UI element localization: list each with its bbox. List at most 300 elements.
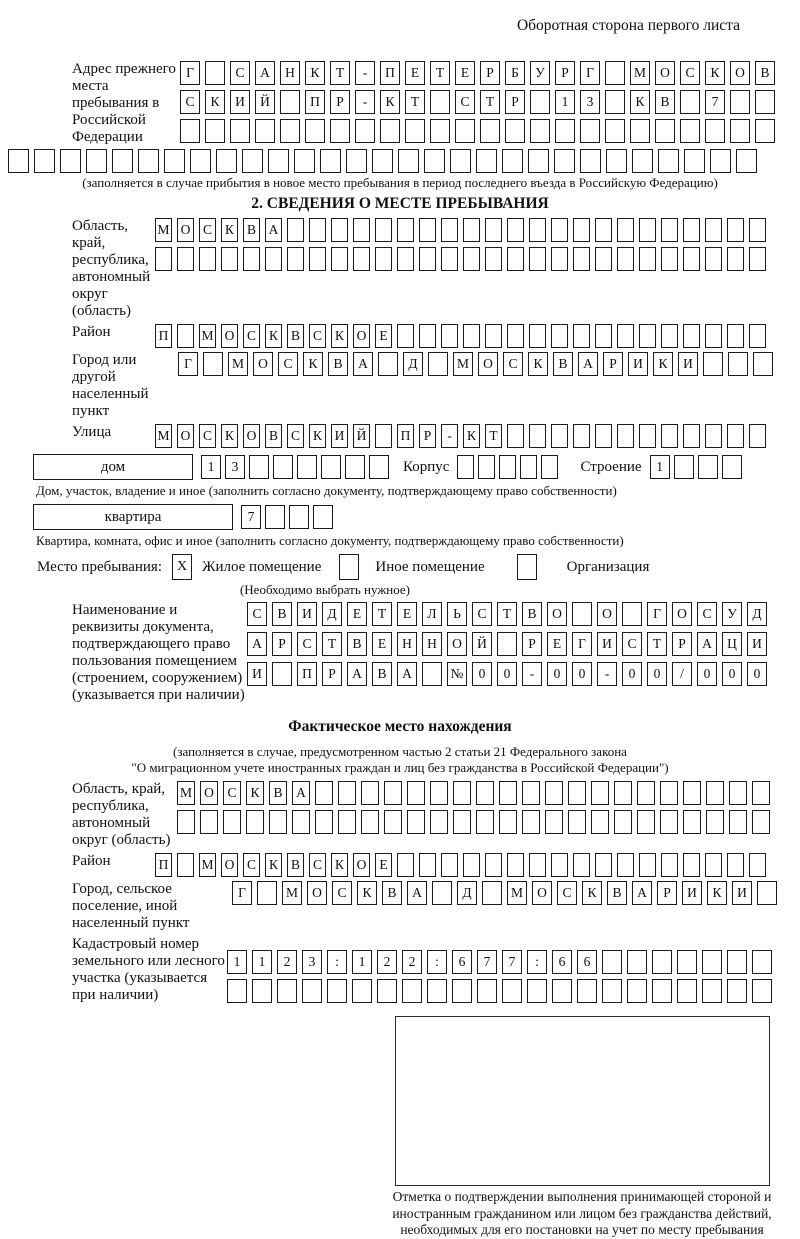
char-cell[interactable] xyxy=(309,218,326,242)
char-cell[interactable] xyxy=(378,352,398,376)
char-cell[interactable]: В xyxy=(287,324,304,348)
char-cell[interactable]: В xyxy=(382,881,402,905)
char-cell[interactable]: 3 xyxy=(225,455,245,479)
char-cell[interactable] xyxy=(361,810,379,834)
char-cell[interactable] xyxy=(595,424,612,448)
char-cell[interactable] xyxy=(505,119,525,143)
checkbox-residential[interactable]: X xyxy=(172,554,192,580)
char-cell[interactable] xyxy=(680,119,700,143)
char-cell[interactable] xyxy=(752,810,770,834)
char-cell[interactable]: 2 xyxy=(377,950,397,974)
char-cell[interactable] xyxy=(397,247,414,271)
char-cell[interactable]: И xyxy=(678,352,698,376)
char-cell[interactable] xyxy=(427,979,447,1003)
char-cell[interactable] xyxy=(361,781,379,805)
char-cell[interactable]: К xyxy=(463,424,480,448)
char-cell[interactable] xyxy=(660,810,678,834)
char-cell[interactable] xyxy=(430,90,450,114)
char-cell[interactable] xyxy=(419,247,436,271)
char-cell[interactable] xyxy=(138,149,159,173)
char-cell[interactable] xyxy=(321,455,341,479)
char-cell[interactable] xyxy=(551,247,568,271)
char-cell[interactable]: Г xyxy=(647,602,667,626)
char-cell[interactable] xyxy=(728,352,748,376)
char-cell[interactable]: Н xyxy=(280,61,300,85)
char-cell[interactable]: К xyxy=(309,424,326,448)
char-cell[interactable]: : xyxy=(527,950,547,974)
char-cell[interactable]: А xyxy=(265,218,282,242)
char-cell[interactable] xyxy=(661,218,678,242)
char-cell[interactable]: Е xyxy=(347,602,367,626)
char-cell[interactable]: К xyxy=(331,324,348,348)
char-cell[interactable] xyxy=(727,424,744,448)
char-cell[interactable] xyxy=(573,218,590,242)
char-cell[interactable]: П xyxy=(305,90,325,114)
char-cell[interactable] xyxy=(86,149,107,173)
char-cell[interactable] xyxy=(580,119,600,143)
char-cell[interactable] xyxy=(432,881,452,905)
char-cell[interactable] xyxy=(255,119,275,143)
char-cell[interactable] xyxy=(507,218,524,242)
char-cell[interactable] xyxy=(380,119,400,143)
char-cell[interactable]: С xyxy=(243,853,260,877)
char-cell[interactable] xyxy=(677,979,697,1003)
char-cell[interactable]: В xyxy=(553,352,573,376)
char-cell[interactable]: О xyxy=(655,61,675,85)
char-cell[interactable] xyxy=(639,324,656,348)
char-cell[interactable] xyxy=(216,149,237,173)
char-cell[interactable] xyxy=(499,455,516,479)
char-cell[interactable] xyxy=(727,324,744,348)
char-cell[interactable]: 6 xyxy=(452,950,472,974)
char-cell[interactable]: С xyxy=(622,632,642,656)
char-cell[interactable] xyxy=(683,781,701,805)
char-cell[interactable] xyxy=(614,810,632,834)
char-cell[interactable] xyxy=(112,149,133,173)
char-cell[interactable]: 0 xyxy=(747,662,767,686)
char-cell[interactable]: О xyxy=(478,352,498,376)
char-cell[interactable]: Н xyxy=(422,632,442,656)
char-cell[interactable] xyxy=(727,218,744,242)
char-cell[interactable] xyxy=(580,149,601,173)
char-cell[interactable] xyxy=(441,247,458,271)
char-cell[interactable] xyxy=(180,119,200,143)
char-cell[interactable]: 7 xyxy=(241,505,261,529)
char-cell[interactable]: С xyxy=(503,352,523,376)
char-cell[interactable] xyxy=(591,810,609,834)
char-cell[interactable]: С xyxy=(455,90,475,114)
char-cell[interactable] xyxy=(424,149,445,173)
char-cell[interactable]: А xyxy=(255,61,275,85)
char-cell[interactable] xyxy=(551,424,568,448)
char-cell[interactable]: М xyxy=(282,881,302,905)
char-cell[interactable]: С xyxy=(230,61,250,85)
char-cell[interactable]: 1 xyxy=(201,455,221,479)
char-cell[interactable] xyxy=(595,218,612,242)
char-cell[interactable]: В xyxy=(287,853,304,877)
char-cell[interactable]: Д xyxy=(747,602,767,626)
char-cell[interactable] xyxy=(573,324,590,348)
char-cell[interactable]: С xyxy=(278,352,298,376)
char-cell[interactable] xyxy=(727,979,747,1003)
char-cell[interactable] xyxy=(617,853,634,877)
char-cell[interactable]: А xyxy=(578,352,598,376)
char-cell[interactable]: 7 xyxy=(477,950,497,974)
char-cell[interactable]: А xyxy=(397,662,417,686)
char-cell[interactable] xyxy=(507,424,524,448)
char-cell[interactable]: Л xyxy=(422,602,442,626)
char-cell[interactable] xyxy=(630,119,650,143)
char-cell[interactable] xyxy=(297,455,317,479)
char-cell[interactable] xyxy=(710,149,731,173)
char-cell[interactable] xyxy=(476,810,494,834)
char-cell[interactable]: 0 xyxy=(722,662,742,686)
char-cell[interactable] xyxy=(243,247,260,271)
char-cell[interactable]: П xyxy=(155,324,172,348)
char-cell[interactable]: К xyxy=(221,424,238,448)
char-cell[interactable] xyxy=(353,218,370,242)
char-cell[interactable] xyxy=(602,979,622,1003)
char-cell[interactable] xyxy=(313,505,333,529)
char-cell[interactable] xyxy=(199,247,216,271)
char-cell[interactable]: Р xyxy=(657,881,677,905)
char-cell[interactable]: Г xyxy=(178,352,198,376)
char-cell[interactable] xyxy=(419,324,436,348)
char-cell[interactable]: В xyxy=(328,352,348,376)
char-cell[interactable] xyxy=(287,247,304,271)
char-cell[interactable] xyxy=(273,455,293,479)
char-cell[interactable] xyxy=(727,853,744,877)
char-cell[interactable]: Е xyxy=(547,632,567,656)
char-cell[interactable] xyxy=(407,810,425,834)
checkbox-organization[interactable] xyxy=(517,554,537,580)
char-cell[interactable] xyxy=(529,247,546,271)
char-cell[interactable] xyxy=(727,950,747,974)
char-cell[interactable]: - xyxy=(355,90,375,114)
char-cell[interactable]: Р xyxy=(272,632,292,656)
char-cell[interactable]: С xyxy=(332,881,352,905)
char-cell[interactable]: : xyxy=(427,950,447,974)
char-cell[interactable] xyxy=(684,149,705,173)
char-cell[interactable]: О xyxy=(177,424,194,448)
char-cell[interactable]: О xyxy=(221,853,238,877)
char-cell[interactable]: / xyxy=(672,662,692,686)
char-cell[interactable] xyxy=(568,781,586,805)
char-cell[interactable]: А xyxy=(697,632,717,656)
char-cell[interactable] xyxy=(257,881,277,905)
char-cell[interactable] xyxy=(463,324,480,348)
char-cell[interactable] xyxy=(529,218,546,242)
char-cell[interactable]: О xyxy=(177,218,194,242)
char-cell[interactable]: М xyxy=(228,352,248,376)
char-cell[interactable]: 7 xyxy=(705,90,725,114)
char-cell[interactable]: - xyxy=(522,662,542,686)
char-cell[interactable] xyxy=(223,810,241,834)
char-cell[interactable]: Т xyxy=(372,602,392,626)
char-cell[interactable] xyxy=(242,149,263,173)
char-cell[interactable] xyxy=(595,853,612,877)
char-cell[interactable]: М xyxy=(453,352,473,376)
char-cell[interactable] xyxy=(480,119,500,143)
char-cell[interactable]: О xyxy=(353,324,370,348)
char-cell[interactable] xyxy=(522,781,540,805)
char-cell[interactable] xyxy=(705,424,722,448)
char-cell[interactable] xyxy=(430,810,448,834)
char-cell[interactable] xyxy=(482,881,502,905)
char-cell[interactable]: Е xyxy=(455,61,475,85)
char-cell[interactable] xyxy=(384,781,402,805)
char-cell[interactable]: Е xyxy=(405,61,425,85)
char-cell[interactable]: Д xyxy=(457,881,477,905)
char-cell[interactable] xyxy=(327,979,347,1003)
char-cell[interactable]: К xyxy=(246,781,264,805)
char-cell[interactable]: К xyxy=(305,61,325,85)
char-cell[interactable] xyxy=(637,781,655,805)
char-cell[interactable]: - xyxy=(597,662,617,686)
char-cell[interactable]: В xyxy=(269,781,287,805)
char-cell[interactable]: Б xyxy=(505,61,525,85)
char-cell[interactable] xyxy=(507,853,524,877)
char-cell[interactable]: Е xyxy=(375,853,392,877)
char-cell[interactable]: Р xyxy=(522,632,542,656)
char-cell[interactable]: С xyxy=(199,218,216,242)
char-cell[interactable] xyxy=(265,505,285,529)
char-cell[interactable] xyxy=(227,979,247,1003)
char-cell[interactable]: П xyxy=(155,853,172,877)
char-cell[interactable]: 0 xyxy=(497,662,517,686)
char-cell[interactable] xyxy=(729,781,747,805)
char-cell[interactable] xyxy=(639,853,656,877)
char-cell[interactable] xyxy=(757,881,777,905)
char-cell[interactable]: С xyxy=(472,602,492,626)
char-cell[interactable]: К xyxy=(705,61,725,85)
char-cell[interactable] xyxy=(749,853,766,877)
char-cell[interactable]: С xyxy=(287,424,304,448)
char-cell[interactable]: П xyxy=(297,662,317,686)
char-cell[interactable] xyxy=(377,979,397,1003)
char-cell[interactable]: 3 xyxy=(302,950,322,974)
char-cell[interactable] xyxy=(430,781,448,805)
char-cell[interactable] xyxy=(502,149,523,173)
char-cell[interactable] xyxy=(602,950,622,974)
char-cell[interactable] xyxy=(703,352,723,376)
char-cell[interactable]: 1 xyxy=(650,455,670,479)
char-cell[interactable] xyxy=(294,149,315,173)
char-cell[interactable]: Т xyxy=(330,61,350,85)
char-cell[interactable]: О xyxy=(307,881,327,905)
char-cell[interactable]: 6 xyxy=(552,950,572,974)
char-cell[interactable]: К xyxy=(528,352,548,376)
char-cell[interactable]: О xyxy=(253,352,273,376)
char-cell[interactable]: Е xyxy=(375,324,392,348)
char-cell[interactable] xyxy=(338,781,356,805)
char-cell[interactable] xyxy=(164,149,185,173)
char-cell[interactable] xyxy=(573,853,590,877)
char-cell[interactable] xyxy=(398,149,419,173)
char-cell[interactable] xyxy=(485,324,502,348)
char-cell[interactable]: О xyxy=(597,602,617,626)
char-cell[interactable] xyxy=(305,119,325,143)
char-cell[interactable] xyxy=(375,424,392,448)
char-cell[interactable]: П xyxy=(397,424,414,448)
char-cell[interactable]: Й xyxy=(255,90,275,114)
char-cell[interactable] xyxy=(502,979,522,1003)
char-cell[interactable]: С xyxy=(247,602,267,626)
char-cell[interactable]: Ц xyxy=(722,632,742,656)
char-cell[interactable] xyxy=(637,810,655,834)
char-cell[interactable] xyxy=(463,218,480,242)
char-cell[interactable] xyxy=(453,781,471,805)
char-cell[interactable]: М xyxy=(507,881,527,905)
char-cell[interactable]: 1 xyxy=(555,90,575,114)
char-cell[interactable]: М xyxy=(155,424,172,448)
char-cell[interactable] xyxy=(752,979,772,1003)
char-cell[interactable]: О xyxy=(221,324,238,348)
char-cell[interactable] xyxy=(507,247,524,271)
char-cell[interactable]: Д xyxy=(322,602,342,626)
char-cell[interactable]: Т xyxy=(497,602,517,626)
char-cell[interactable] xyxy=(752,781,770,805)
char-cell[interactable] xyxy=(331,247,348,271)
char-cell[interactable] xyxy=(705,853,722,877)
char-cell[interactable] xyxy=(705,218,722,242)
char-cell[interactable]: О xyxy=(547,602,567,626)
char-cell[interactable] xyxy=(330,119,350,143)
char-cell[interactable]: А xyxy=(347,662,367,686)
char-cell[interactable] xyxy=(230,119,250,143)
char-cell[interactable] xyxy=(541,455,558,479)
char-cell[interactable]: М xyxy=(155,218,172,242)
char-cell[interactable] xyxy=(702,979,722,1003)
char-cell[interactable] xyxy=(397,853,414,877)
char-cell[interactable] xyxy=(252,979,272,1003)
char-cell[interactable]: Р xyxy=(672,632,692,656)
char-cell[interactable] xyxy=(702,950,722,974)
char-cell[interactable]: 0 xyxy=(622,662,642,686)
char-cell[interactable]: В xyxy=(755,61,775,85)
char-cell[interactable]: 0 xyxy=(547,662,567,686)
char-cell[interactable] xyxy=(552,979,572,1003)
char-cell[interactable] xyxy=(476,781,494,805)
char-cell[interactable]: Г xyxy=(580,61,600,85)
char-cell[interactable] xyxy=(661,324,678,348)
char-cell[interactable]: М xyxy=(199,324,216,348)
char-cell[interactable] xyxy=(277,979,297,1003)
char-cell[interactable]: А xyxy=(407,881,427,905)
char-cell[interactable]: К xyxy=(630,90,650,114)
char-cell[interactable]: Н xyxy=(397,632,417,656)
char-cell[interactable] xyxy=(530,119,550,143)
char-cell[interactable] xyxy=(698,455,718,479)
char-cell[interactable] xyxy=(177,810,195,834)
char-cell[interactable] xyxy=(573,247,590,271)
char-cell[interactable] xyxy=(727,247,744,271)
char-cell[interactable]: А xyxy=(247,632,267,656)
char-cell[interactable] xyxy=(246,810,264,834)
char-cell[interactable] xyxy=(736,149,757,173)
char-cell[interactable] xyxy=(705,324,722,348)
char-cell[interactable]: С xyxy=(697,602,717,626)
char-cell[interactable] xyxy=(289,505,309,529)
char-cell[interactable] xyxy=(155,247,172,271)
char-cell[interactable] xyxy=(520,455,537,479)
char-cell[interactable]: С xyxy=(297,632,317,656)
char-cell[interactable]: К xyxy=(707,881,727,905)
char-cell[interactable] xyxy=(605,61,625,85)
char-cell[interactable]: И xyxy=(331,424,348,448)
char-cell[interactable] xyxy=(309,247,326,271)
char-cell[interactable]: С xyxy=(680,61,700,85)
char-cell[interactable] xyxy=(397,324,414,348)
char-cell[interactable] xyxy=(632,149,653,173)
char-cell[interactable]: 1 xyxy=(227,950,247,974)
char-cell[interactable]: Р xyxy=(505,90,525,114)
char-cell[interactable] xyxy=(527,979,547,1003)
char-cell[interactable] xyxy=(315,781,333,805)
char-cell[interactable] xyxy=(430,119,450,143)
char-cell[interactable] xyxy=(302,979,322,1003)
char-cell[interactable] xyxy=(200,810,218,834)
char-cell[interactable] xyxy=(205,61,225,85)
char-cell[interactable] xyxy=(752,950,772,974)
char-cell[interactable] xyxy=(677,950,697,974)
char-cell[interactable]: К xyxy=(357,881,377,905)
char-cell[interactable] xyxy=(627,950,647,974)
char-cell[interactable] xyxy=(384,810,402,834)
char-cell[interactable] xyxy=(485,247,502,271)
char-cell[interactable] xyxy=(455,119,475,143)
char-cell[interactable]: И xyxy=(297,602,317,626)
char-cell[interactable] xyxy=(749,324,766,348)
char-cell[interactable]: О xyxy=(353,853,370,877)
char-cell[interactable] xyxy=(591,781,609,805)
char-cell[interactable] xyxy=(203,352,223,376)
char-cell[interactable]: 3 xyxy=(580,90,600,114)
char-cell[interactable] xyxy=(555,119,575,143)
char-cell[interactable]: Р xyxy=(555,61,575,85)
char-cell[interactable]: : xyxy=(327,950,347,974)
char-cell[interactable] xyxy=(268,149,289,173)
char-cell[interactable] xyxy=(397,218,414,242)
char-cell[interactable] xyxy=(749,218,766,242)
char-cell[interactable]: И xyxy=(682,881,702,905)
char-cell[interactable]: О xyxy=(200,781,218,805)
char-cell[interactable]: О xyxy=(243,424,260,448)
char-cell[interactable] xyxy=(428,352,448,376)
char-cell[interactable] xyxy=(554,149,575,173)
char-cell[interactable]: С xyxy=(243,324,260,348)
char-cell[interactable] xyxy=(331,218,348,242)
char-cell[interactable]: Г xyxy=(232,881,252,905)
char-cell[interactable] xyxy=(680,90,700,114)
char-cell[interactable] xyxy=(605,119,625,143)
char-cell[interactable] xyxy=(34,149,55,173)
char-cell[interactable] xyxy=(372,149,393,173)
char-cell[interactable]: 2 xyxy=(277,950,297,974)
char-cell[interactable] xyxy=(221,247,238,271)
char-cell[interactable] xyxy=(272,662,292,686)
char-cell[interactable] xyxy=(507,324,524,348)
char-cell[interactable] xyxy=(753,352,773,376)
char-cell[interactable] xyxy=(177,324,194,348)
char-cell[interactable] xyxy=(419,853,436,877)
char-cell[interactable] xyxy=(419,218,436,242)
char-cell[interactable]: А xyxy=(292,781,310,805)
char-cell[interactable] xyxy=(287,218,304,242)
char-cell[interactable] xyxy=(457,455,474,479)
char-cell[interactable] xyxy=(60,149,81,173)
char-cell[interactable] xyxy=(622,602,642,626)
